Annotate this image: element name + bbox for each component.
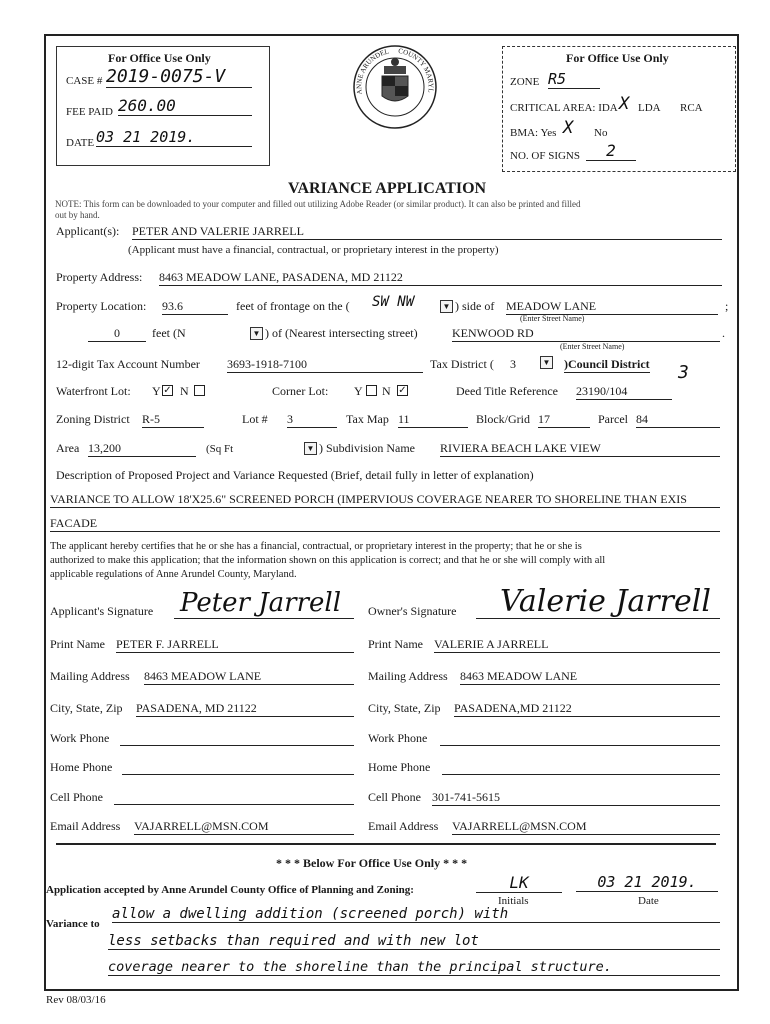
owner-email-label: Email Address [368,819,439,833]
variance-to-label: Variance to [46,918,100,930]
case-number: 2019-0075-V [106,66,252,88]
critical-area-label: CRITICAL AREA: IDA [510,102,618,114]
applicant-work-phone[interactable] [120,745,354,746]
applicant-city[interactable]: PASADENA, MD 21122 [136,701,354,717]
office-bottom-heading: * * * Below For Office Use Only * * * [276,856,468,870]
block-label: Block/Grid [476,412,530,426]
applicant-cell-phone[interactable] [114,804,354,805]
applicant-email[interactable]: VAJARRELL@MSN.COM [134,819,354,835]
period: . [722,326,725,340]
certify-line-3: applicable regulations of Anne Arundel County, Maryland. [50,569,297,580]
case-label: CASE # [66,75,103,87]
council-district-label: )Council District [564,357,650,371]
accepted-date: 03 21 2019. [576,873,718,892]
critical-area-mark: X [619,94,630,114]
waterfront-yes-checkbox[interactable]: ✓ [163,385,172,396]
applicant-cell-phone-label: Cell Phone [50,790,103,804]
location-value[interactable]: 93.6 [162,299,228,315]
waterfront-no-checkbox[interactable] [194,385,205,396]
zone-label: ZONE [510,76,540,88]
parcel-label: Parcel [598,412,628,426]
owner-cell-phone[interactable]: 301-741-5615 [432,790,720,806]
applicant-home-phone-label: Home Phone [50,760,113,774]
applicant-home-phone[interactable] [122,774,354,775]
direction-dropdown-button[interactable]: ▼ [250,327,263,340]
corner-lot-label: Corner Lot: [272,384,329,398]
location-label: Property Location: [56,299,147,313]
seal-text-right: COUNTY MARYL [397,46,435,94]
applicant-mailing-label: Mailing Address [50,669,130,683]
waterfront-y-label: Y [152,384,161,398]
semicolon: ; [725,299,729,313]
feet-value[interactable]: 0 [88,326,146,342]
owner-home-phone[interactable] [442,774,720,775]
applicant-signature-label: Applicant's Signature [50,604,154,618]
subdivision-value[interactable]: RIVIERA BEACH LAKE VIEW [440,441,720,457]
owner-cell-phone-label: Cell Phone [368,790,421,804]
tax-district-value[interactable]: 3 [510,357,516,371]
enter-street-hint: (Enter Street Name) [520,314,585,323]
applicant-city-label: City, State, Zip [50,701,123,715]
owner-work-phone-label: Work Phone [368,731,428,745]
variance-line-2: less setbacks than required and with new lot [108,933,720,950]
date-label: DATE [66,137,95,149]
tax-account-label: 12-digit Tax Account Number [56,357,200,371]
deed-label: Deed Title Reference [456,384,558,398]
taxmap-value[interactable]: 11 [398,412,468,428]
date-label-bottom: Date [638,895,659,907]
subdivision-label: ) Subdivision Name [319,441,415,455]
corner-yes-checkbox[interactable] [366,385,377,396]
owner-email[interactable]: VAJARRELL@MSN.COM [452,819,720,835]
waterfront-label: Waterfront Lot: [56,384,131,398]
corner-no-checkbox[interactable]: ✓ [398,385,407,396]
property-address-label: Property Address: [56,270,143,284]
variance-line-3: coverage nearer to the shoreline than the principal structure. [108,959,720,976]
owner-mailing-label: Mailing Address [368,669,448,683]
office-divider-top [56,843,716,845]
applicant-work-phone-label: Work Phone [50,731,110,745]
tax-district-dropdown[interactable]: ▼ [540,356,553,369]
description-label: Description of Proposed Project and Variance Requested (Brief, detail fully in letter of explanation) [56,468,534,482]
applicant-signature-line [174,618,354,619]
form-title: VARIANCE APPLICATION [288,180,487,197]
tax-account-value[interactable]: 3693-1918-7100 [227,357,423,373]
enter-street-hint-2: (Enter Street Name) [560,342,625,351]
office-date: 03 21 2019. [96,128,252,147]
parcel-value[interactable]: 84 [636,412,720,428]
corner-y-label: Y [354,384,363,398]
applicant-note: (Applicant must have a financial, contractual, or proprietary interest in the property) [128,244,499,256]
property-address-value[interactable]: 8463 MEADOW LANE, PASADENA, MD 21122 [159,270,722,286]
owner-print-name-label: Print Name [368,637,423,651]
side-dropdown-button[interactable]: ▼ [440,300,453,313]
initials-value: LK [476,873,562,893]
sqft-label: (Sq Ft [206,443,234,455]
note-line-1: NOTE: This form can be downloaded to your computer and filled out utilizing Adobe Reader (or similar product). It can also be printed and filled [55,199,581,209]
owner-work-phone[interactable] [440,745,720,746]
county-seal [352,44,438,130]
office-left-title: For Office Use Only [108,51,211,65]
owner-city-label: City, State, Zip [368,701,441,715]
corner-n-label: N [382,384,391,398]
council-district-value: 3 [678,362,689,383]
waterfront-n-label: N [180,384,189,398]
side-of-label: ) side of [455,299,495,313]
applicant-mailing[interactable]: 8463 MEADOW LANE [144,669,354,685]
zone-value: R5 [548,70,600,89]
applicant-label: Applicant(s): [56,224,120,238]
owner-print-name[interactable]: VALERIE A JARRELL [434,637,720,653]
side-handwritten: SW NW [372,294,415,310]
applicant-value[interactable]: PETER AND VALERIE JARRELL [132,224,722,240]
description-line-2[interactable]: FACADE [50,516,720,532]
area-unit-dropdown[interactable]: ▼ [304,442,317,455]
accepted-label: Application accepted by Anne Arundel County Office of Planning and Zoning: [46,884,414,896]
zoning-label: Zoning District [56,412,130,426]
revision-label: Rev 08/03/16 [46,994,106,1006]
owner-signature[interactable]: Valerie Jarrell [500,584,711,619]
certify-line-2: authorized to make this application; that the information shown on this application is correct; and that he or she will comply with all [50,555,606,566]
nearest-street-value[interactable]: KENWOOD RD [452,326,720,342]
certify-line-1: The applicant hereby certifies that he or she has a financial, contractual, or proprietary interest in the property; that he or she is [50,541,582,552]
signs-label: NO. OF SIGNS [510,150,580,162]
tax-district-label: Tax District ( [430,357,494,371]
nearest-street-label: ) of (Nearest intersecting street) [265,326,418,340]
bma-mark: X [563,118,574,138]
rca-label: RCA [680,102,703,114]
area-value[interactable]: 13,200 [88,441,196,457]
variance-line-1: allow a dwelling addition (screened porch) with [112,906,720,923]
lda-label: LDA [638,102,661,114]
owner-signature-label: Owner's Signature [368,604,457,618]
street-value[interactable]: MEADOW LANE [506,299,718,315]
bma-label: BMA: Yes [510,127,557,139]
applicant-signature[interactable]: Peter Jarrell [180,588,342,618]
lot-label: Lot # [242,412,268,426]
lot-value[interactable]: 3 [287,412,337,428]
form-frame [44,34,739,991]
applicant-print-name[interactable]: PETER F. JARRELL [116,637,354,653]
taxmap-label: Tax Map [346,412,389,426]
office-right-title: For Office Use Only [566,51,669,65]
description-line-1[interactable]: VARIANCE TO ALLOW 18'X25.6" SCREENED PORCH (IMPERVIOUS COVERAGE NEARER TO SHORELINE THAN EXIS [50,492,720,508]
deed-value[interactable]: 23190/104 [576,384,672,400]
area-label: Area [56,441,80,455]
seal-icon [352,44,438,130]
fee-paid: 260.00 [118,96,252,116]
feet-label: feet (N [152,326,186,340]
owner-home-phone-label: Home Phone [368,760,431,774]
block-value[interactable]: 17 [538,412,590,428]
zoning-value[interactable]: R-5 [142,412,204,428]
frontage-text: feet of frontage on the ( [236,299,350,313]
owner-mailing[interactable]: 8463 MEADOW LANE [460,669,720,685]
signs-value: 2 [586,141,636,161]
seal-text-left: ANNE ARUNDEL [355,47,390,95]
applicant-email-label: Email Address [50,819,121,833]
fee-label: FEE PAID [66,106,113,118]
no-label: No [594,127,608,139]
applicant-print-name-label: Print Name [50,637,105,651]
owner-city[interactable]: PASADENA,MD 21122 [454,701,720,717]
initials-label: Initials [498,895,529,907]
note-line-2: out by hand. [55,210,100,220]
